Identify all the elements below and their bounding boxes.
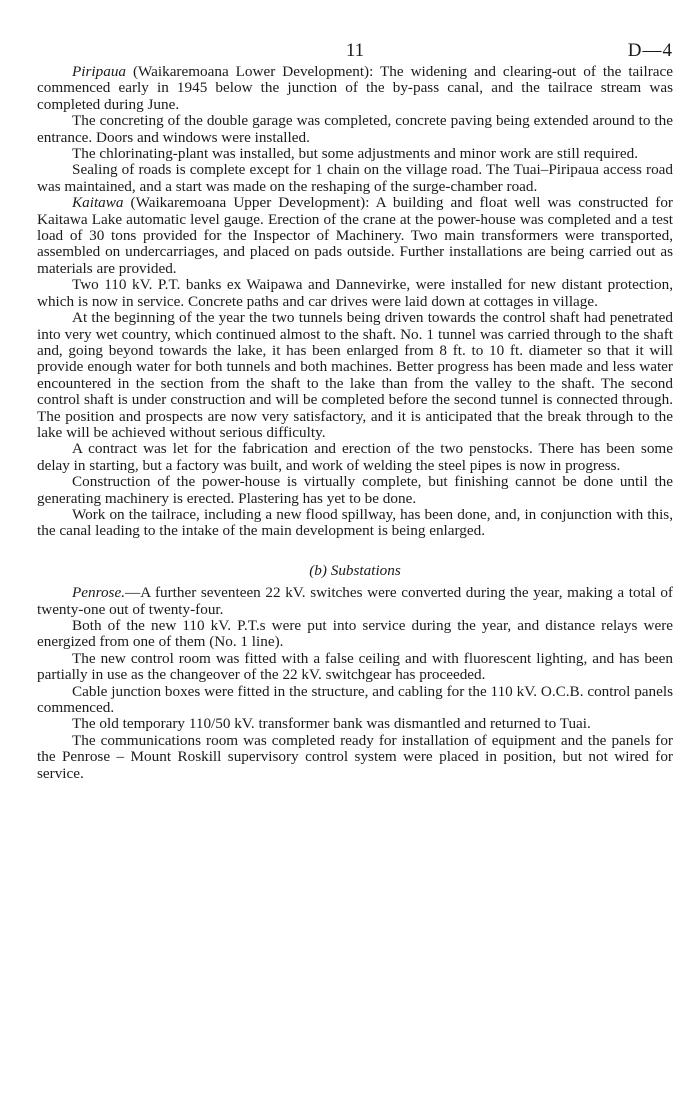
paragraph: Construction of the power-house is virtually complete, but finishing cannot be done until the generating machinery is erected. Plastering has yet to be done.: [37, 473, 673, 507]
paragraph: Cable junction boxes were fitted in the structure, and cabling for the 110 kV. O.C.B. control panels commenced.: [37, 682, 673, 717]
paragraph: A contract was let for the fabrication and erection of the two penstocks. There has been some delay in starting, but a factory was built, and work of welding the steel pipes is now in progress.: [37, 440, 673, 474]
paragraph: The old temporary 110/50 kV. transformer bank was dismantled and returned to Tuai.: [72, 715, 591, 733]
paragraph-lead: Penrose.: [72, 584, 126, 602]
document-page: [37, 30, 673, 782]
paragraph: Sealing of roads is complete except for 1 chain on the village road. The Tuai–Piripaua access road was maintained, and a start was made on the reshaping of the surge-chamber road.: [37, 161, 673, 195]
section-heading: (b) Substations: [309, 561, 401, 579]
paragraph: Penrose.—A further seventeen 22 kV. switches were converted during the year, making a total of twenty-one out of twenty-four.: [37, 584, 673, 618]
paragraph: The chlorinating-plant was installed, but some adjustments and minor work are still required.: [72, 145, 639, 163]
paragraph: Both of the new 110 kV. P.T.s were put into service during the year, and distance relays were energized from one of them (No. 1 line).: [37, 617, 673, 651]
page-header: [37, 30, 673, 64]
paragraph: The new control room was fitted with a false ceiling and with fluorescent lighting, and has been partially in use as the changeover of the 22 kV. switchgear has proceeded.: [37, 649, 673, 684]
paragraph: Piripaua (Waikaremoana Lower Development): The widening and clearing-out of the tailrace commenced early in 1945 below the junction of the by-pass canal, and the tailrace stream was completed during June.: [37, 63, 673, 113]
section-generation: [37, 64, 673, 540]
paragraph-lead: Kaitawa: [72, 194, 124, 212]
paragraph-lead: Piripaua: [72, 63, 127, 80]
paragraph: Two 110 kV. P.T. banks ex Waipawa and Dannevirke, were installed for new distant protection, which is now in service. Concrete paths and car drives were laid down at cottages in village.: [37, 276, 673, 310]
paragraph: Work on the tailrace, including a new flood spillway, has been done, and, in conjunction with this, the canal leading to the intake of the main development is being enlarged.: [37, 505, 673, 540]
paragraph: The communications room was completed ready for installation of equipment and the panels for the Penrose – Mount Roskill supervisory control system were placed in position, but not wired for service.: [37, 731, 673, 782]
paragraph: At the beginning of the year the two tunnels being driven towards the control shaft had penetrated into very wet country, which continued almost to the shaft. No. 1 tunnel was carried through to the shaft and, going beyond towards the lake, it has been enlarged from 8 ft. to 10 ft. diameter so that it will provide enough water for both tunnels and both machines. Better progress has been made and less water encountered in the section from the shaft to the lake than from the valley to the shaft. The second control shaft is under construction and will be completed before the second tunnel is connected through. The position and prospects are now very satisfactory, and it is anticipated that the break through to the lake will be achieved without serious difficulty.: [37, 309, 673, 441]
section-substations: [37, 585, 673, 782]
paragraph: The concreting of the double garage was completed, concrete paving being extended around to the entrance. Doors and windows were installed.: [37, 112, 673, 146]
paragraph: Kaitawa (Waikaremoana Upper Development): A building and float well was constructed for Kaitawa Lake automatic level gauge. Erection of the crane at the power-house was completed and a test load of 30 tons provided for the Inspector of Machinery. Two main transformers were transported, assembled on undercarriages, and placed on pads outside. Further installations are being carried out as materials are provided.: [37, 194, 673, 277]
document-code: D—4: [627, 40, 673, 61]
page-number: 11: [345, 40, 365, 61]
